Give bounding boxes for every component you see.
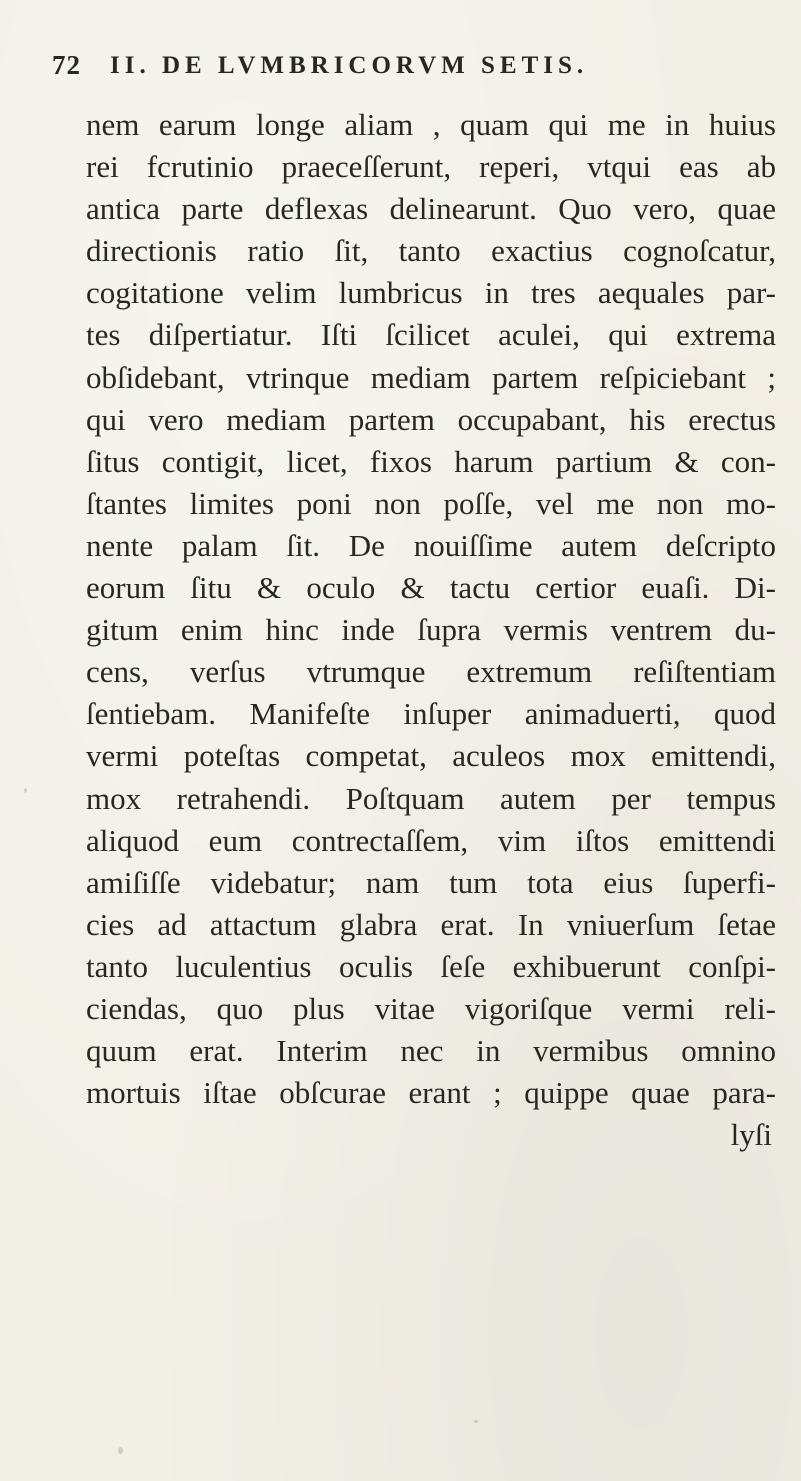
paper-speck <box>474 1420 478 1423</box>
text-line: tes diſpertiatur. Iſti ſcilicet aculei, qui extrema <box>86 317 776 353</box>
body-text <box>86 104 776 1156</box>
text-line: tanto luculentius oculis ſeſe exhibuerunt conſpi- <box>86 948 776 984</box>
text-line: mortuis iſtae obſcurae erant ; quippe quae para- <box>86 1075 776 1111</box>
running-title: II. DE LVMBRICORVM SETIS. <box>110 52 589 79</box>
text-line: ſentiebam. Manifeſte inſuper animaduerti, quod <box>86 696 776 732</box>
text-line: qui vero mediam partem occupabant, his erectus <box>86 401 776 437</box>
text-line: nem earum longe aliam , quam qui me in huius <box>86 107 776 142</box>
text-line: cens, verſus vtrumque extremum reſiſtentiam <box>86 654 776 690</box>
text-line: cogitatione velim lumbricus in tres aequales par- <box>86 275 776 311</box>
text-line: ciendas, quo plus vitae vigoriſque vermi reli- <box>86 990 776 1026</box>
text-line: antica parte deflexas delinearunt. Quo vero, quae <box>86 191 776 227</box>
text-line: gitum enim hinc inde ſupra vermis ventrem du- <box>86 612 776 648</box>
text-line: cies ad attactum glabra erat. In vniuerſum ſetae <box>86 906 776 942</box>
catchword: lyſi <box>730 1117 772 1153</box>
text-line: eorum ſitu & oculo & tactu certior euaſi. Di- <box>86 570 776 606</box>
text-line: nente palam ſit. De nouiſſime autem deſcripto <box>86 527 776 563</box>
text-line: obſidebant, vtrinque mediam partem reſpiciebant ; <box>86 359 776 395</box>
text-line: mox retrahendi. Poſtquam autem per tempus <box>86 780 776 816</box>
text-line: directionis ratio ſit, tanto exactius cognoſcatur, <box>86 233 776 269</box>
text-line: amiſiſſe videbatur; nam tum tota eius ſuperfi- <box>86 864 776 900</box>
paper-speck <box>24 788 27 793</box>
page-header <box>52 50 752 90</box>
text-line: aliquod eum contrectaſſem, vim iſtos emittendi <box>86 822 776 858</box>
paper-speck <box>118 1447 123 1454</box>
text-line: ſtantes limites poni non poſſe, vel me non mo- <box>86 485 776 521</box>
page-number: 72 <box>52 50 81 80</box>
text-line: ſitus contigit, licet, fixos harum partium & con- <box>86 443 776 479</box>
text-line: rei fcrutinio praeceſſerunt, reperi, vtqui eas ab <box>86 149 776 185</box>
text-line: quum erat. Interim nec in vermibus omnino <box>86 1033 776 1069</box>
text-line: vermi poteſtas competat, aculeos mox emittendi, <box>86 738 776 774</box>
